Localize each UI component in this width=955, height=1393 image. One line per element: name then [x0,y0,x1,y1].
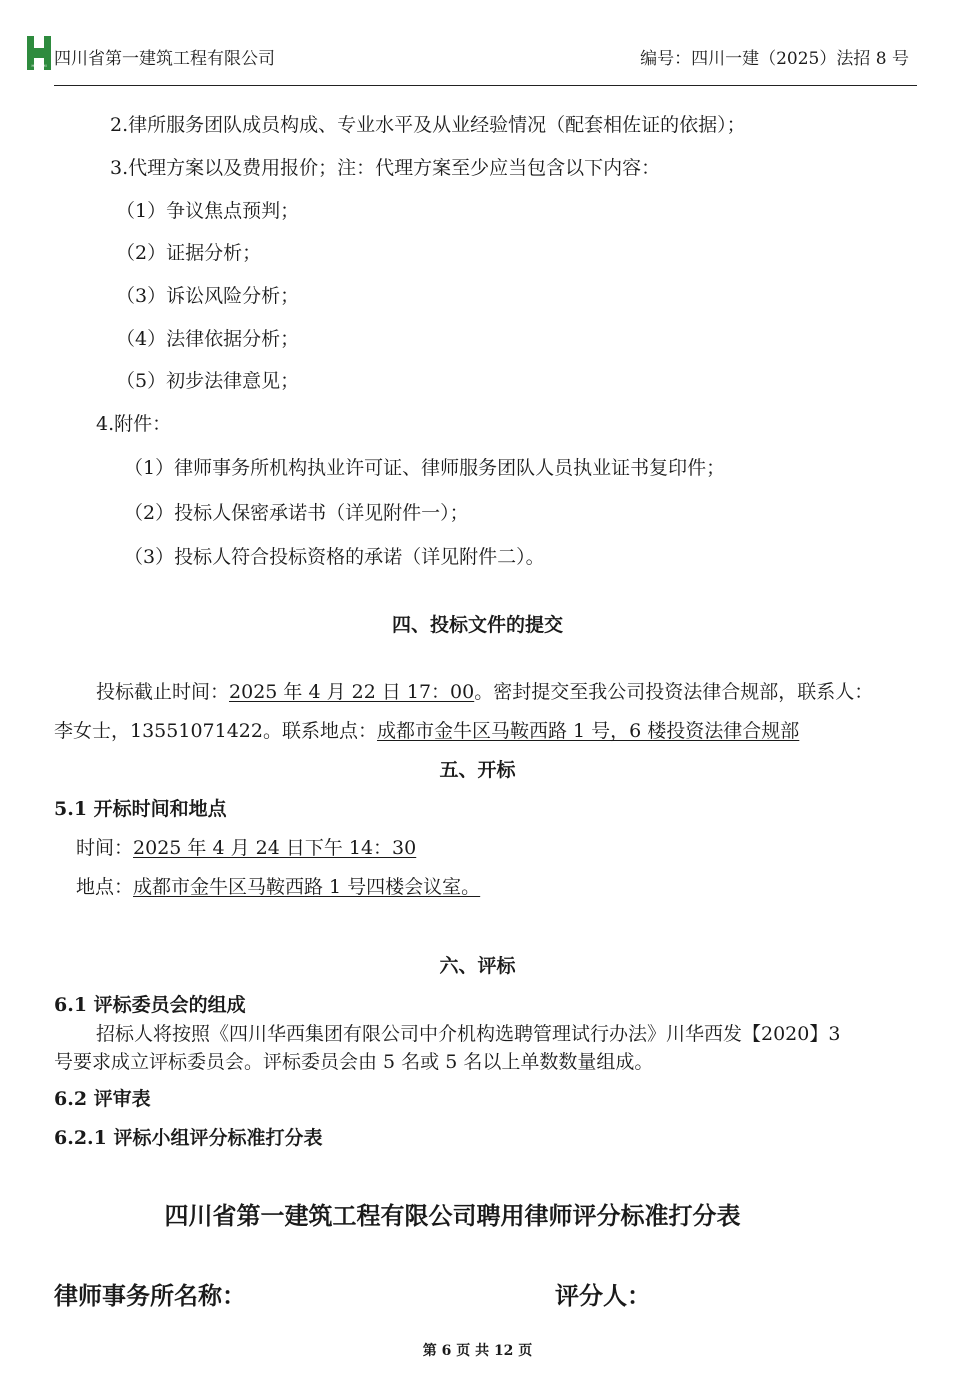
section-5-1-title: 5.1 开标时间和地点 [54,798,227,820]
section-5-title: 五、开标 [439,759,516,781]
opening-place [76,872,480,899]
company-logo [27,36,51,70]
item-3-sub-5: （5）初步法律意见； [116,370,300,392]
firm-name-label: 律师事务所名称： [54,1281,246,1310]
item-3: 3.代理方案以及费用报价；注：代理方案至少应当包含以下内容： [110,157,661,179]
deadline-value: 2025 年 4 月 22 日 17：00 [229,681,475,703]
section-6-title: 六、评标 [439,955,516,977]
contact-text: 李女士，13551071422。联系地点： [54,720,377,742]
header-doc-number: 编号：四川一建（2025）法招 8 号 [640,49,909,69]
attachment-1: （1）律师事务所机构执业许可证、律师服务团队人员执业证书复印件； [124,457,726,479]
attachment-2: （2）投标人保密承诺书（详见附件一）； [124,502,469,524]
page-number: 第 6 页 共 12 页 [422,1343,533,1359]
opening-time-label: 时间： [76,837,134,859]
committee-para-line-2: 号要求成立评标委员会。评标委员会由 5 名或 5 名以上单数数量组成。 [54,1051,654,1073]
logo-text: HUASHI [31,63,47,68]
opening-time [76,833,416,860]
opening-time-value: 2025 年 4 月 24 日下午 14：30 [133,837,417,859]
attachment-3: （3）投标人符合投标资格的承诺（详见附件二）。 [124,546,545,568]
deadline-label: 投标截止时间： [96,681,230,703]
contact-place: 成都市金牛区马鞍西路 1 号，6 楼投资法律合规部 [376,720,800,742]
item-3-sub-3: （3）诉讼风险分析； [116,285,300,307]
committee-para-line-1: 招标人将按照《四川华西集团有限公司中介机构选聘管理试行办法》川华西发【2020】3 [96,1023,841,1045]
item-3-sub-1: （1）争议焦点预判； [116,200,300,222]
deadline-rest: 。密封提交至我公司投资法律合规部，联系人： [474,681,874,703]
scorer-label: 评分人： [555,1281,651,1310]
contact-line [54,716,799,743]
section-6-1-title: 6.1 评标委员会的组成 [54,994,246,1016]
item-3-sub-4: （4）法律依据分析； [116,328,300,350]
section-6-2-1-title: 6.2.1 评标小组评分标准打分表 [54,1127,323,1149]
header-divider [54,85,917,86]
section-6-2-title: 6.2 评审表 [54,1088,151,1110]
item-4: 4.附件： [96,413,172,435]
opening-place-value: 成都市金牛区马鞍西路 1 号四楼会议室。 [133,876,481,898]
item-3-sub-2: （2）证据分析； [116,242,262,264]
section-4-title: 四、投标文件的提交 [391,614,563,636]
score-table-title: 四川省第一建筑工程有限公司聘用律师评分标准打分表 [164,1201,741,1230]
opening-place-label: 地点： [76,876,134,898]
header-company-name: 四川省第一建筑工程有限公司 [54,49,275,69]
item-2: 2.律所服务团队成员构成、专业水平及从业经验情况（配套相佐证的依据）； [110,114,746,136]
deadline-line [96,677,873,704]
